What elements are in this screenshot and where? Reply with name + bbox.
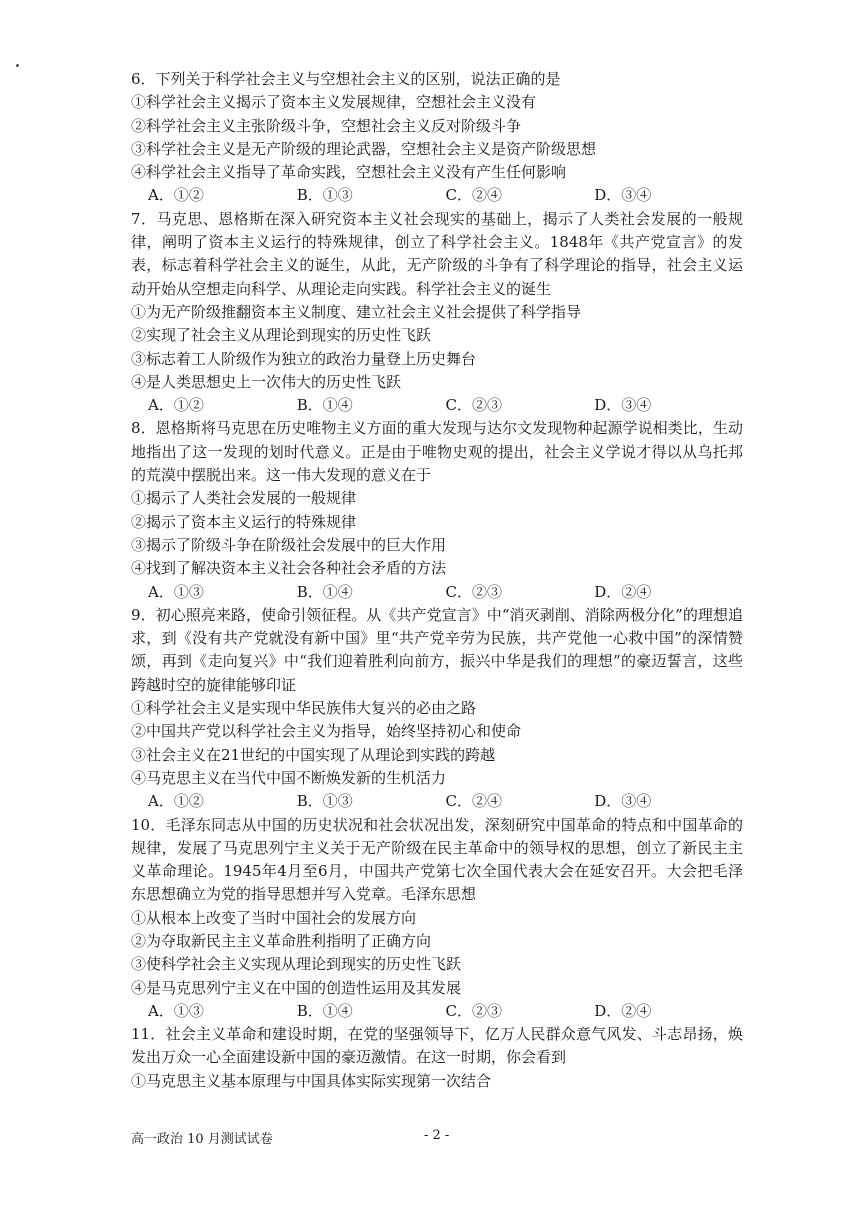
statement-4: ④科学社会主义指导了革命实践，空想社会主义没有产生任何影响 <box>131 163 567 182</box>
choice-c: C．②③ <box>445 582 502 601</box>
question-stem: 8．恩格斯将马克思在历史唯物主义方面的重大发现与达尔文发现物种起源学说相类比，生动地指出了这一发现的划时代意义。正是由于唯物史观的提出，社会主义学说才得以从乌托邦的荒漠中摆脱出来。这一伟大发现的意义在于 <box>131 419 743 485</box>
choice-d: D．③④ <box>594 396 652 415</box>
answer-choices <box>131 581 743 604</box>
choice-c: C．②④ <box>445 186 502 205</box>
question-stem: 11．社会主义革命和建设时期，在党的坚强领导下，亿万人民群众意气风发、斗志昂扬，焕发出万众一心全面建设新中国的豪迈激情。在这一时期，你会看到 <box>131 1025 743 1067</box>
answer-choices <box>131 1000 743 1023</box>
statement-1: ①揭示了人类社会发展的一般规律 <box>131 489 357 508</box>
question-stem: 9．初心照亮来路，使命引领征程。从《共产党宣言》中“消灭剥削、消除两极分化”的理想追求，到《没有共产党就没有新中国》里“共产党辛劳为民族，共产党他一心救中国”的深情赞颂，再到《走向复兴》中“我们迎着胜利向前方，振兴中华是我们的理想”的豪迈誓言，这些跨越时空的旋律能够印证 <box>131 605 743 694</box>
choice-d: D．②④ <box>594 582 652 601</box>
choice-d: D．②④ <box>594 1001 652 1020</box>
choice-b: B．①④ <box>296 1001 353 1020</box>
statement-3: ③科学社会主义是无产阶级的理论武器，空想社会主义是资产阶级思想 <box>131 139 597 158</box>
choice-a: A．①② <box>148 792 204 811</box>
choice-b: B．①④ <box>296 582 353 601</box>
statement-1: ①从根本上改变了当时中国社会的发展方向 <box>131 908 417 927</box>
statement-4: ④找到了解决资本主义社会各种社会矛盾的方法 <box>131 559 447 578</box>
choice-d: D．③④ <box>594 186 652 205</box>
answer-choices <box>131 394 743 417</box>
statement-3: ③社会主义在21世纪的中国实现了从理论到实践的跨越 <box>131 745 496 764</box>
choice-b: B．①③ <box>296 792 353 811</box>
answer-choices <box>131 790 743 813</box>
choice-c: C．②④ <box>445 792 502 811</box>
choice-a: A．①② <box>148 396 204 415</box>
statement-4: ④是人类思想史上一次伟大的历史性飞跃 <box>131 372 402 391</box>
statement-4: ④马克思主义在当代中国不断焕发新的生机活力 <box>131 768 447 787</box>
statement-2: ②中国共产党以科学社会主义为指导，始终坚持初心和使命 <box>131 722 522 741</box>
choice-a: A．①③ <box>148 1001 204 1020</box>
statement-3: ③揭示了阶级斗争在阶级社会发展中的巨大作用 <box>131 535 447 554</box>
question-7 <box>131 208 743 418</box>
statement-2: ②实现了社会主义从理论到现实的历史性飞跃 <box>131 326 432 345</box>
choice-b: B．①③ <box>296 186 353 205</box>
question-list <box>131 68 743 1093</box>
question-stem: 6．下列关于科学社会主义与空想社会主义的区别，说法正确的是 <box>131 70 561 88</box>
question-stem: 10．毛泽东同志从中国的历史状况和社会状况出发，深刻研究中国革命的特点和中国革命的规律，发展了马克思列宁主义关于无产阶级在民主革命中的领导权的思想，创立了新民主主义革命理论。1945年4月至6月，中国共产党第七次全国代表大会在延安召开。大会把毛泽东思想确立为党的指导思想并写入党章。毛泽东思想 <box>131 815 743 904</box>
scan-speck <box>16 64 19 67</box>
question-11 <box>131 1023 743 1093</box>
choice-d: D．③④ <box>594 792 652 811</box>
statement-1: ①科学社会主义是实现中华民族伟大复兴的必由之路 <box>131 699 477 718</box>
choice-b: B．①④ <box>296 396 353 415</box>
question-10 <box>131 814 743 1024</box>
question-stem: 7．马克思、恩格斯在深入研究资本主义社会现实的基础上，揭示了人类社会发展的一般规律，阐明了资本主义运行的特殊规律，创立了科学社会主义。1848年《共产党宣言》的发表，标志着科学社会主义的诞生，从此，无产阶级的斗争有了科学理论的指导，社会主义运动开始从空想走向科学、从理论走向实践。科学社会主义的诞生 <box>131 209 743 298</box>
statement-3: ③标志着工人阶级作为独立的政治力量登上历史舞台 <box>131 349 477 368</box>
page-number: - 2 - <box>424 1128 450 1143</box>
statement-4: ④是马克思列宁主义在中国的创造性运用及其发展 <box>131 978 462 997</box>
choice-c: C．②③ <box>445 1001 502 1020</box>
statement-3: ③使科学社会主义实现从理论到现实的历史性飞跃 <box>131 955 462 974</box>
question-6 <box>131 68 743 208</box>
statement-2: ②为夺取新民主主义革命胜利指明了正确方向 <box>131 931 432 950</box>
choice-a: A．①③ <box>148 582 204 601</box>
footer-exam-title: 高一政治 10 月测试试卷 <box>131 1132 273 1147</box>
question-8 <box>131 417 743 603</box>
statement-1: ①科学社会主义揭示了资本主义发展规律，空想社会主义没有 <box>131 93 537 112</box>
statement-2: ②科学社会主义主张阶级斗争，空想社会主义反对阶级斗争 <box>131 116 522 135</box>
answer-choices <box>131 184 743 207</box>
choice-c: C．②③ <box>445 396 502 415</box>
statement-1: ①为无产阶级推翻资本主义制度、建立社会主义社会提供了科学指导 <box>131 302 582 321</box>
choice-a: A．①② <box>148 186 204 205</box>
question-9 <box>131 604 743 814</box>
statement-1: ①马克思主义基本原理与中国具体实际实现第一次结合 <box>131 1071 492 1090</box>
statement-2: ②揭示了资本主义运行的特殊规律 <box>131 512 357 531</box>
